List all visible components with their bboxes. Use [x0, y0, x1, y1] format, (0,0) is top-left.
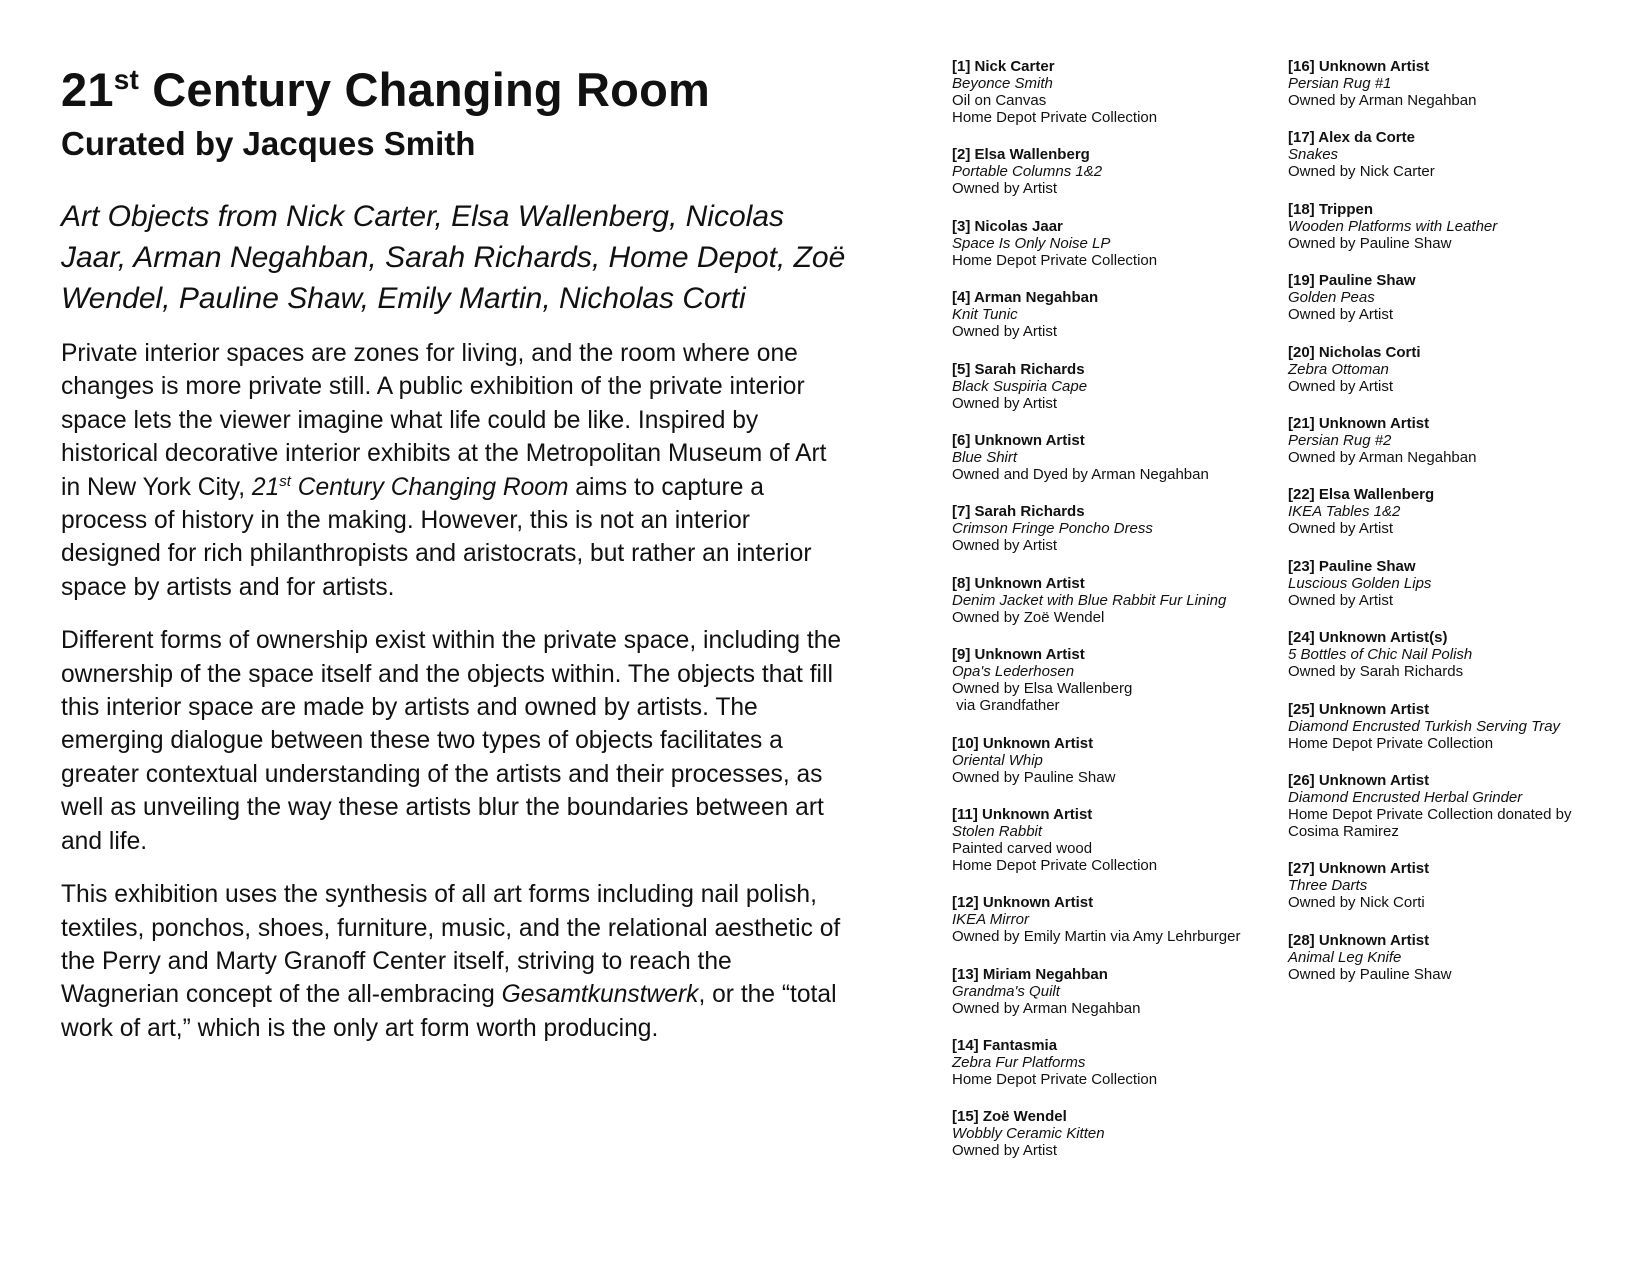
work-detail-line: Owned by Artist [952, 394, 1058, 412]
paragraph-1 [61, 337, 851, 604]
work-title: Wooden Platforms with Leather [1288, 217, 1498, 235]
work-title: Persian Rug #1 [1288, 75, 1392, 92]
work-detail-line: Owned by Artist [952, 1142, 1058, 1160]
work-item [952, 806, 1252, 874]
work-detail-line: Owned by Artist [952, 323, 1058, 341]
intro-section [61, 58, 851, 1045]
work-detail-line: Owned by Artist [952, 537, 1058, 555]
work-number-artist: [6] Unknown Artist [952, 431, 1085, 449]
work-number-artist: [19] Pauline Shaw [1288, 272, 1416, 290]
page-title [61, 58, 851, 122]
work-number-artist: [26] Unknown Artist [1288, 771, 1430, 789]
work-detail-line: Owned by Arman Negahban [952, 999, 1141, 1017]
work-title: Stolen Rabbit [952, 822, 1043, 840]
paragraph-3 [61, 878, 851, 1045]
work-title: IKEA Tables 1&2 [1288, 503, 1401, 521]
work-number-artist: [3] Nicolas Jaar [952, 217, 1063, 235]
work-title: 5 Bottles of Chic Nail Polish [1288, 646, 1473, 664]
work-item [952, 146, 1252, 197]
work-number-artist: [20] Nicholas Corti [1288, 343, 1421, 361]
work-detail-line: Owned by Sarah Richards [1288, 663, 1464, 681]
work-item [952, 1108, 1252, 1159]
work-number-artist: [11] Unknown Artist [952, 805, 1093, 823]
work-detail-line: Owned and Dyed by Arman Negahban [952, 465, 1209, 483]
work-number-artist: [27] Unknown Artist [1288, 860, 1430, 878]
work-detail-line: Owned by Nick Carter [1288, 163, 1435, 181]
work-number-artist: [10] Unknown Artist [952, 734, 1094, 752]
work-number-artist: [16] Unknown Artist [1288, 58, 1430, 75]
work-number-artist: [18] Trippen [1288, 200, 1374, 218]
work-title: IKEA Mirror [952, 911, 1029, 929]
work-item [1288, 558, 1618, 609]
work-item [952, 966, 1252, 1017]
work-title: Zebra Ottoman [1288, 360, 1389, 378]
work-number-artist: [25] Unknown Artist [1288, 700, 1430, 718]
work-number-artist: [14] Fantasmia [952, 1037, 1058, 1055]
work-title: Portable Columns 1&2 [952, 163, 1103, 181]
work-detail-line: Owned by Pauline Shaw [952, 768, 1116, 786]
work-number-artist: [2] Elsa Wallenberg [952, 146, 1090, 164]
work-item [952, 361, 1252, 412]
work-item [952, 218, 1252, 269]
work-detail-line: Home Depot Private Collection [952, 856, 1158, 874]
work-detail-line: Home Depot Private Collection [952, 251, 1158, 269]
work-number-artist: [7] Sarah Richards [952, 503, 1085, 521]
work-item [952, 289, 1252, 340]
work-detail-line: Owned by Artist [1288, 520, 1394, 538]
work-item [952, 575, 1252, 626]
work-number-artist: [28] Unknown Artist [1288, 931, 1430, 949]
work-detail-line: Owned by Nick Corti [1288, 894, 1425, 912]
work-title: Diamond Encrusted Herbal Grinder [1288, 788, 1523, 806]
work-detail-line: Home Depot Private Collection donated by [1288, 805, 1572, 823]
paragraph-1-title-rest: Century Changing Room [290, 473, 569, 501]
work-number-artist: [17] Alex da Corte [1288, 129, 1415, 147]
work-detail-line: Owned by Elsa Wallenberg [952, 680, 1133, 698]
work-number-artist: [8] Unknown Artist [952, 574, 1085, 592]
work-item [1288, 272, 1618, 323]
work-item [952, 646, 1252, 714]
work-item [952, 735, 1252, 786]
paragraph-3-term: Gesamtkunstwerk [501, 981, 699, 1009]
curator-subtitle: Curated by Jacques Smith [61, 125, 476, 162]
work-number-artist: [15] Zoë Wendel [952, 1108, 1067, 1126]
artist-lede: Art Objects from Nick Carter, Elsa Wallenberg, Nicolas Jaar, Arman Negahban, Sarah Richards, Home Depot, Zoë Wendel, Pauline Shaw, Emily Martin, Nicholas Corti [61, 200, 846, 315]
work-item [952, 894, 1252, 945]
work-detail-line: Owned by Arman Negahban [1288, 92, 1477, 109]
work-title: Black Suspiria Cape [952, 377, 1088, 395]
paragraph-1-exhibition-title [252, 474, 569, 501]
paragraph-1-title-suffix: st [279, 472, 291, 490]
paragraph-3-text-b: , or the “total work of art,” which is the only art form worth producing. [61, 981, 837, 1042]
works-list-column-2 [1288, 58, 1618, 1003]
work-title: Knit Tunic [952, 306, 1018, 324]
work-title: Luscious Golden Lips [1288, 574, 1432, 592]
work-item [1288, 486, 1618, 537]
title-number: 21 [61, 63, 114, 116]
work-title: Diamond Encrusted Turkish Serving Tray [1288, 717, 1561, 735]
work-title: Wobbly Ceramic Kitten [952, 1125, 1105, 1143]
work-item [1288, 58, 1618, 109]
work-item [1288, 772, 1618, 840]
work-title: Space Is Only Noise LP [952, 234, 1111, 252]
work-title: Oriental Whip [952, 751, 1043, 769]
work-title: Crimson Fringe Poncho Dress [952, 520, 1153, 538]
work-item [1288, 932, 1618, 983]
work-item [1288, 344, 1618, 395]
work-detail-line: Owned by Pauline Shaw [1288, 965, 1452, 983]
work-title: Zebra Fur Platforms [952, 1054, 1086, 1072]
work-detail-line: Home Depot Private Collection [1288, 734, 1494, 752]
work-item [952, 432, 1252, 483]
work-title: Beyonce Smith [952, 75, 1053, 92]
work-detail-line: Owned by Artist [1288, 591, 1394, 609]
work-title: Blue Shirt [952, 448, 1018, 466]
work-detail-line: Home Depot Private Collection [952, 1071, 1158, 1089]
work-item [952, 58, 1252, 126]
work-item [1288, 860, 1618, 911]
work-item [952, 503, 1252, 554]
work-title: Grandma's Quilt [952, 982, 1060, 1000]
work-title: Snakes [1288, 146, 1339, 164]
work-title: Three Darts [1288, 877, 1368, 895]
work-number-artist: [21] Unknown Artist [1288, 414, 1430, 432]
title-text: Century Changing Room [138, 63, 710, 116]
work-title: Golden Peas [1288, 289, 1375, 307]
work-detail-line: via Grandfather [952, 697, 1060, 715]
work-title: Persian Rug #2 [1288, 431, 1392, 449]
paragraph-3-text-a: This exhibition uses the synthesis of all art forms including nail polish, textiles, ponchos, shoes, furniture, music, and the relational aesthetic of the Perry and Marty Granoff Center itself, striving to reach the Wagnerian concept of the all-embracing [61, 881, 841, 1009]
work-item [1288, 201, 1618, 252]
work-number-artist: [24] Unknown Artist(s) [1288, 629, 1448, 647]
work-detail-line: Cosima Ramirez [1288, 822, 1399, 840]
work-detail-line: Owned by Pauline Shaw [1288, 234, 1452, 252]
work-detail-line: Oil on Canvas [952, 92, 1047, 109]
work-title: Opa's Lederhosen [952, 663, 1075, 681]
work-detail-line: Owned by Artist [1288, 377, 1394, 395]
work-item [1288, 415, 1618, 466]
work-item [952, 1037, 1252, 1088]
work-detail-line: Owned by Artist [1288, 306, 1394, 324]
work-detail-line: Owned by Zoë Wendel [952, 608, 1105, 626]
work-detail-line: Owned by Artist [952, 180, 1058, 198]
work-number-artist: [22] Elsa Wallenberg [1288, 486, 1435, 504]
work-number-artist: [12] Unknown Artist [952, 894, 1094, 912]
work-detail-line: Owned by Emily Martin via Amy Lehrburger [952, 928, 1241, 946]
work-number-artist: [1] Nick Carter [952, 58, 1055, 75]
work-number-artist: [23] Pauline Shaw [1288, 557, 1416, 575]
paragraph-1-text-b: aims to capture a process of history in the making. However, this is not an interior designed for rich philanthropists and aristocrats, but rather an interior space by artists and for artists. [61, 473, 812, 601]
work-title: Denim Jacket with Blue Rabbit Fur Lining [952, 591, 1227, 609]
work-item [1288, 629, 1618, 680]
work-detail-line: Owned by Arman Negahban [1288, 448, 1477, 466]
paragraph-1-text-a: Private interior spaces are zones for living, and the room where one changes is more private still. A public exhibition of the private interior space lets the viewer imagine what life could be like. Inspired by historical decorative interior exhibits at the Metropolitan Museum of Art in New York City, [61, 340, 827, 501]
work-number-artist: [13] Miriam Negahban [952, 965, 1108, 983]
work-item [1288, 129, 1618, 180]
work-detail-line: Home Depot Private Collection [952, 109, 1158, 126]
work-number-artist: [9] Unknown Artist [952, 646, 1085, 664]
works-list-column-1 [952, 58, 1252, 1180]
paragraph-1-title-number: 21 [251, 473, 280, 501]
work-item [1288, 701, 1618, 752]
work-detail-line: Painted carved wood [952, 839, 1093, 857]
paragraph-2: Different forms of ownership exist within the private space, including the ownership of the space itself and the objects within. The objects that fill this interior space are made by artists and owned by artists. The emerging dialogue between these two types of objects facilitates a greater contextual understanding of the artists and their processes, as well as unveiling the way these artists blur the boundaries between art and life. [61, 627, 842, 855]
work-number-artist: [4] Arman Negahban [952, 289, 1099, 307]
title-ordinal-suffix: st [113, 64, 139, 95]
work-title: Animal Leg Knife [1288, 948, 1402, 966]
work-number-artist: [5] Sarah Richards [952, 360, 1085, 378]
